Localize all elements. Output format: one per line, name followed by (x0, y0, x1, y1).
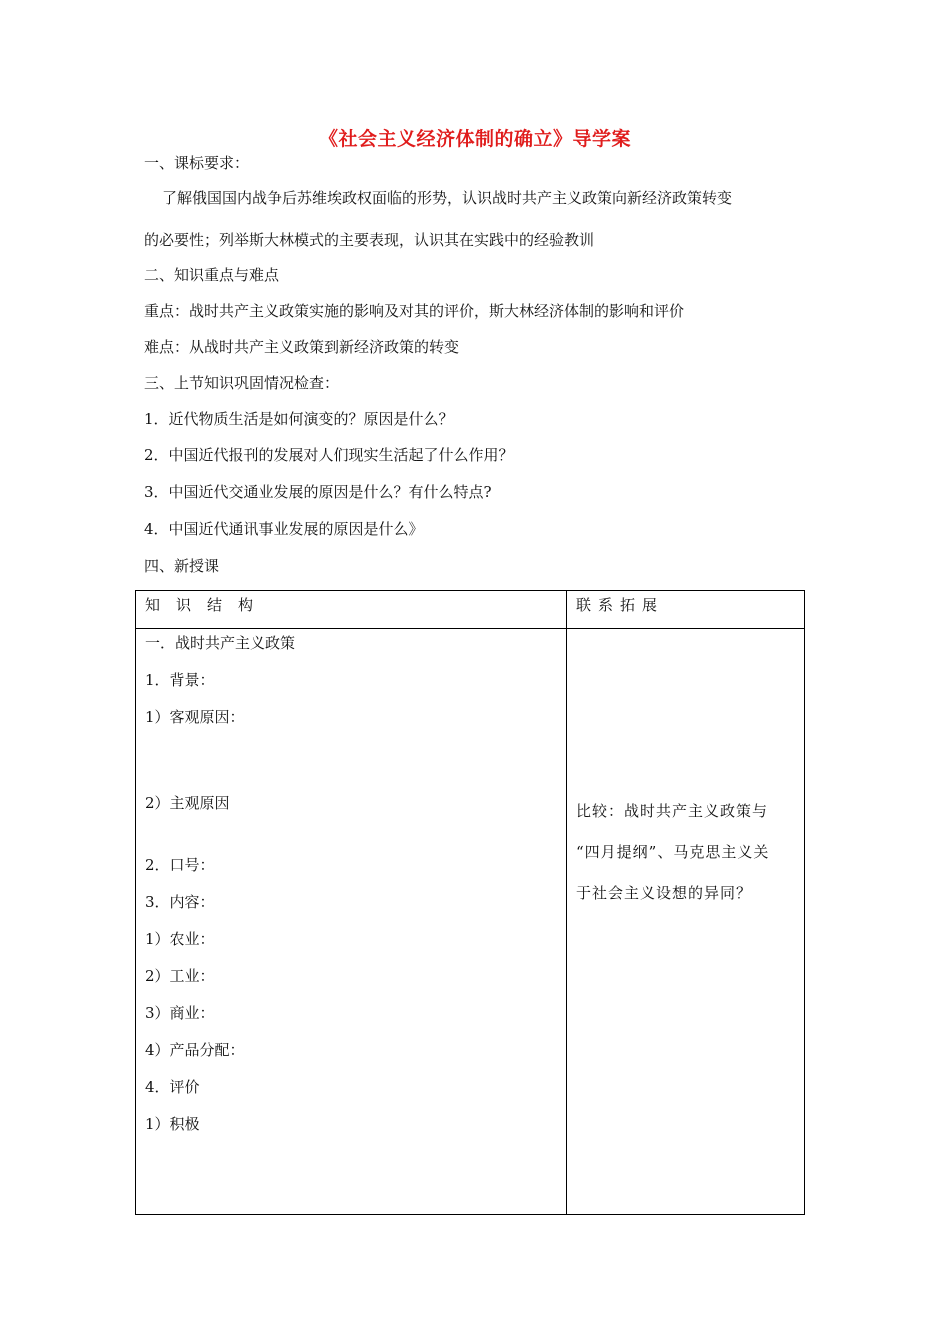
key-point-text: 重点：战时共产主义政策实施的影响及对其的评价，斯大林经济体制的影响和评价 (144, 302, 685, 320)
review-question-2: 2．中国近代报刊的发展对人们现实生活起了什么作用？ (144, 446, 514, 464)
review-question-1: 1．近代物质生活是如何演变的？原因是什么？ (144, 410, 454, 428)
table-left-item: 1）客观原因： (145, 708, 245, 726)
table-left-item: 3．内容： (145, 893, 215, 911)
table-column-divider (566, 591, 567, 1214)
section-1-body-line-1: 了解俄国国内战争后苏维埃政权面临的形势，认识战时共产主义政策向新经济政策转变 (162, 189, 733, 207)
section-2-heading: 二、知识重点与难点 (144, 266, 280, 284)
table-left-item: 2）工业： (145, 967, 215, 985)
document-title: 《社会主义经济体制的确立》导学案 (318, 128, 631, 150)
table-right-item: 比较：战时共产主义政策与 (576, 802, 769, 820)
table-header-divider (136, 628, 804, 629)
table-left-item: 2）主观原因 (145, 794, 230, 812)
table-left-item: 3）商业： (145, 1004, 215, 1022)
table-left-item: 1．背景： (145, 671, 215, 689)
table-left-item: 1）农业： (145, 930, 215, 948)
table-right-item: 于社会主义设想的异同？ (576, 884, 753, 902)
difficult-point-text: 难点：从战时共产主义政策到新经济政策的转变 (144, 338, 460, 356)
lesson-table (135, 590, 805, 1215)
review-question-4: 4．中国近代通讯事业发展的原因是什么》 (144, 520, 424, 538)
section-3-heading: 三、上节知识巩固情况检查： (144, 374, 340, 392)
section-4-heading: 四、新授课 (144, 557, 220, 575)
section-1-body-line-2: 的必要性；列举斯大林模式的主要表现，认识其在实践中的经验教训 (144, 231, 595, 249)
table-left-item: 4）产品分配： (145, 1041, 245, 1059)
table-left-item: 2．口号： (145, 856, 215, 874)
table-left-item: 4．评价 (145, 1078, 200, 1096)
section-1-heading: 一、课标要求： (144, 154, 250, 172)
table-left-item: 一．战时共产主义政策 (145, 634, 296, 652)
table-header-extension: 联系拓展 (576, 596, 665, 614)
table-left-item: 1）积极 (145, 1115, 200, 1133)
table-right-item: “四月提纲”、马克思主义关 (576, 843, 770, 861)
review-question-3: 3．中国近代交通业发展的原因是什么？有什么特点? (144, 483, 492, 501)
table-header-knowledge-structure: 知识结构 (145, 596, 270, 614)
